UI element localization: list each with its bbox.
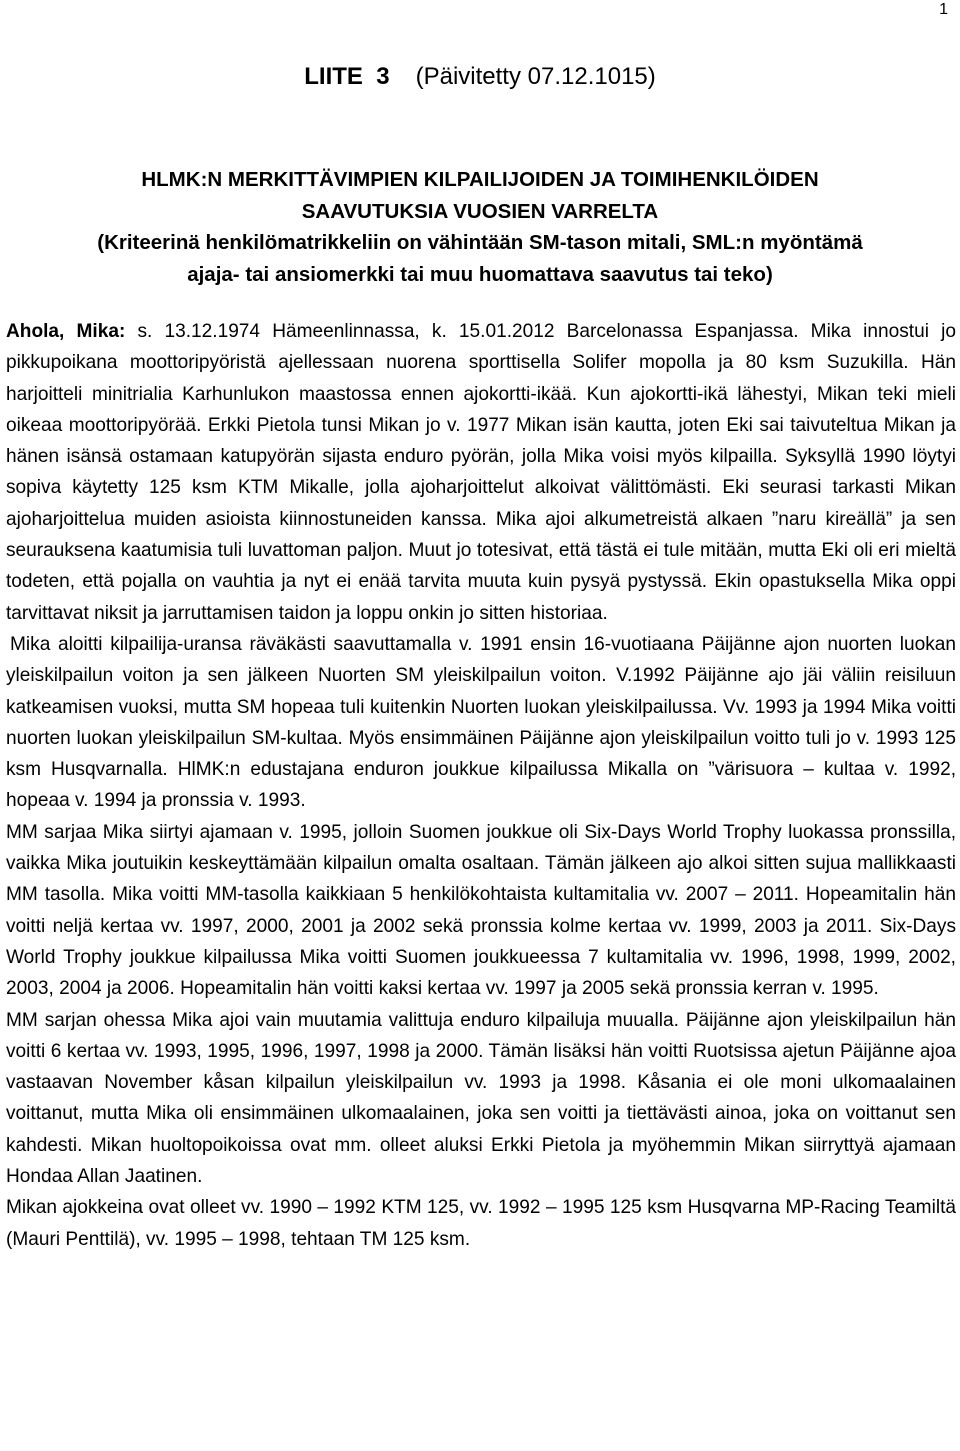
updated-date: (Päivitetty 07.12.1015) (415, 63, 656, 90)
document-title (0, 60, 960, 94)
entry-paragraph: Mika aloitti kilpailija-uransa räväkästi saavuttamalla v. 1991 ensin 16-vuotiaana Päijänne ajon nuorten luokan yleiskilpailun voiton ja sen jälkeen Nuorten SM yleiskilpailun voiton. V.1992 Päijänne ajo jäi väliin reisiluun katkeamisen vuoksi, mutta SM hopeaa tuli kuitenkin Nuorten luokan yleiskilpailussa. Vv. 1993 ja 1994 Mika voitti nuorten luokan yleiskilpailun SM-kultaa. Myös ensimmäinen Päijänne ajon yleiskilpailun voitto tuli jo v. 1993 125 ksm Husqvarnalla. HlMK:n edustajana enduron joukkue kilpailussa Mikalla on ”värisuora – kultaa v. 1992, hopeaa v. 1994 ja pronssia v. 1993. (6, 633, 956, 812)
person-name: Ahola, Mika: (6, 321, 126, 342)
paragraph-text: Mika innostui jo pikkupoikana moottoripyöristä ajellessaan nuorena sporttisella Solifer mopolla ja 80 ksm Suzukilla. Hän harjoitteli minitrialia Karhunlukon maastossa ennen ajokortti-ikää. Kun ajokortti-ikä lähestyi, Mikan teki mieli oikeaa moottoripyörää. Erkki Pietola tunsi Mikan jo v. 1977 Mikan isän kautta, joten Eki sai taivuteltua Mikan ja hänen isänsä ostamaan katupyörän sijasta enduro pyörän, jolla Mika voisi myös kilpailla. Syksyllä 1990 löytyi sopiva käytetty 125 ksm KTM Mikalle, jolla ajoharjoittelut alkoivat välittömästi. Eki seurasi tarkasti Mikan ajoharjoittelua muiden asioista kiinnostuneiden kanssa. Mika ajoi alkumetreistä alkaen ”naru kireällä” ja sen seurauksena kaatumisia tuli luvattoman paljon. Muut jo totesivat, että tästä ei tule mitään, mutta Eki oli eri mieltä todeten, että pojalla on vauhtia ja nyt ei enää tarvita muuta kuin pysyä pystyssä. Ekin opastuksella Mika oppi tarvittavat niksit ja jarruttamisen taidon ja loppu onkin jo sitten historiaa. (6, 321, 956, 624)
entry-paragraph: Mikan ajokkeina ovat olleet vv. 1990 – 1992 KTM 125, vv. 1992 – 1995 125 ksm Husqvarna MP-Racing Teamiltä (Mauri Penttilä), vv. 1995 – 1998, tehtaan TM 125 ksm. (6, 1197, 956, 1250)
entry-paragraph (6, 316, 956, 629)
birth-death-info: s. 13.12.1974 Hämeenlinnassa, k. 15.01.2012 Barcelonassa Espanjassa. (125, 321, 799, 342)
entry-paragraph: MM sarjaa Mika siirtyi ajamaan v. 1995, jolloin Suomen joukkue oli Six-Days World Trophy luokassa pronssilla, vaikka Mika joutuikin keskeyttämään kilpailun omalta osaltaan. Tämän jälkeen ajo alkoi sitten sujua mallikkaasti MM tasolla. Mika voitti MM-tasolla kaikkiaan 5 henkilökohtaista kultamitalia vv. 2007 – 2011. Hopeamitalin hän voitti neljä kertaa vv. 1997, 2000, 2001 ja 2002 sekä pronssia kolme kertaa vv. 1999, 2003 ja 2011. Six-Days World Trophy joukkue kilpailussa Mika voitti Suomen joukkueessa 7 kultamitalia vv. 1996, 1998, 1999, 2002, 2003, 2004 ja 2006. Hopeamitalin hän voitti kaksi kertaa vv. 1997 ja 2005 sekä pronssia kerran v. 1995. (6, 821, 956, 1000)
entry-body (6, 316, 956, 1255)
heading-line: (Kriteerinä henkilömatrikkeliin on vähintään SM-tason mitali, SML:n myöntämä (97, 231, 863, 255)
section-heading (0, 164, 960, 290)
entry-paragraph: MM sarjan ohessa Mika ajoi vain muutamia valittuja enduro kilpailuja muualla. Päijänne ajon yleiskilpailun hän voitti 6 kertaa vv. 1993, 1995, 1996, 1997, 1998 ja 2000. Tämän lisäksi hän voitti Ruotsissa ajetun Päijänne ajoa vastaavan November kåsan kilpailun yleiskilpailun vv. 1993 ja 1998. Kåsania ei ole moni ulkomaalainen voittanut, mutta Mika oli ensimmäinen ulkomaalainen, joka sen voitti ja tiettävästi ainoa, joka on voittanut sen kahdesti. Mikan huoltopoikoissa ovat mm. olleet aluksi Erkki Pietola ja myöhemmin Mikan siirryttyä ajamaan Hondaa Allan Jaatinen. (6, 1009, 956, 1188)
heading-line: ajaja- tai ansiomerkki tai muu huomattava saavutus tai teko) (187, 262, 773, 286)
heading-line: HLMK:N MERKITTÄVIMPIEN KILPAILIJOIDEN JA TOIMIHENKILÖIDEN (141, 168, 819, 191)
page-number: 1 (939, 1, 948, 18)
heading-line: SAAVUTUKSIA VUOSIEN VARRELTA (301, 199, 659, 223)
appendix-label: LIITE 3 (304, 63, 390, 90)
